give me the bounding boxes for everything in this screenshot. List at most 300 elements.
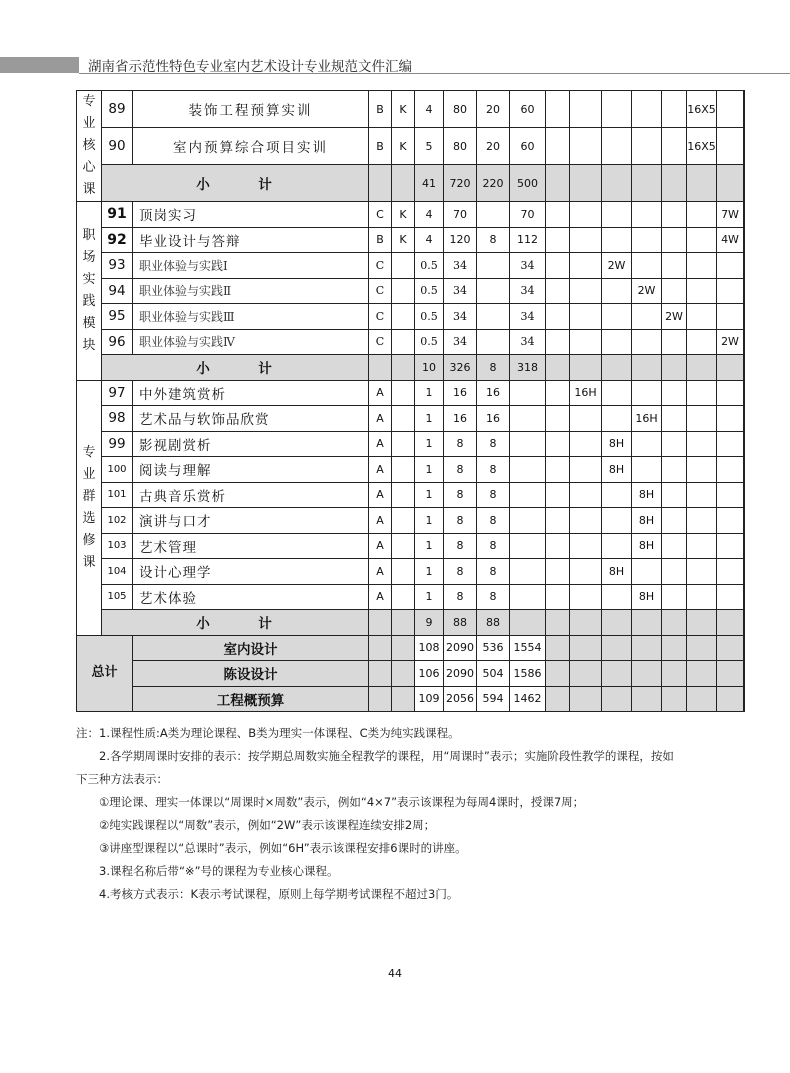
theory-hours: 8	[477, 431, 510, 457]
semester-s4	[662, 457, 687, 483]
semester-s4	[662, 380, 687, 406]
note-2-b: ②纯实践课程以“周数”表示，例如“2W”表示该课程连续安排2周；	[99, 818, 436, 832]
total-hours: 34	[444, 253, 477, 279]
theory-hours: 8	[477, 227, 510, 253]
semester-s5	[687, 431, 717, 457]
theory-hours: 8	[477, 559, 510, 585]
total-hours: 34	[444, 278, 477, 304]
blank-cell	[546, 278, 570, 304]
semester-s2	[602, 406, 632, 432]
semester-s2	[602, 91, 632, 128]
semester-s2	[602, 278, 632, 304]
semester-s6: 7W	[717, 202, 744, 228]
semester-s5	[687, 253, 717, 279]
credit: 1	[415, 482, 444, 508]
note-2-c: ③讲座型课程以“总课时”表示，例如“6H”表示该课程安排6课时的讲座。	[99, 841, 467, 855]
course-type: B	[369, 227, 392, 253]
total-credit: 106	[415, 661, 444, 687]
practice-hours	[510, 406, 546, 432]
blank-cell	[717, 610, 744, 636]
practice-hours	[510, 482, 546, 508]
total-hours: 120	[444, 227, 477, 253]
subtotal-theory: 220	[477, 165, 510, 202]
document-title: 湖南省示范性特色专业室内艺术设计专业规范文件汇编	[88, 59, 412, 75]
semester-s3: 8H	[632, 508, 662, 534]
semester-s5	[687, 584, 717, 610]
exam-type	[392, 457, 415, 483]
semester-s5	[687, 278, 717, 304]
credit: 1	[415, 584, 444, 610]
semester-s3	[632, 227, 662, 253]
course-number: 105	[102, 584, 133, 610]
semester-s5	[687, 533, 717, 559]
blank-cell	[662, 686, 687, 712]
theory-hours: 16	[477, 380, 510, 406]
blank-cell	[744, 227, 745, 253]
total-hours: 8	[444, 482, 477, 508]
blank-cell	[546, 559, 570, 585]
total-credit: 109	[415, 686, 444, 712]
practice-hours: 60	[510, 128, 546, 165]
blank-cell	[662, 661, 687, 687]
course-name: 艺术管理	[133, 533, 369, 559]
semester-s4	[662, 91, 687, 128]
total-theory: 536	[477, 635, 510, 661]
blank-cell	[744, 584, 745, 610]
exam-type	[392, 329, 415, 355]
blank-cell	[632, 355, 662, 381]
course-type: A	[369, 406, 392, 432]
course-name: 艺术品与软饰品欣赏	[133, 406, 369, 432]
course-name: 职业体验与实践Ⅳ	[133, 329, 369, 355]
table-row	[77, 253, 745, 279]
blank-cell	[546, 635, 570, 661]
blank-cell	[744, 635, 745, 661]
theory-hours	[477, 253, 510, 279]
course-number: 104	[102, 559, 133, 585]
blank-cell	[570, 635, 602, 661]
course-number: 103	[102, 533, 133, 559]
course-type: B	[369, 128, 392, 165]
course-type: A	[369, 457, 392, 483]
major-name: 陈设设计	[133, 661, 369, 687]
course-name: 影视剧赏析	[133, 431, 369, 457]
semester-s5	[687, 457, 717, 483]
practice-hours	[510, 380, 546, 406]
blank-cell	[662, 610, 687, 636]
semester-s5	[687, 304, 717, 330]
blank-cell	[546, 380, 570, 406]
blank-cell	[602, 661, 632, 687]
semester-s5	[687, 329, 717, 355]
total-hours: 8	[444, 584, 477, 610]
semester-s5	[687, 559, 717, 585]
blank-cell	[687, 686, 717, 712]
table-row	[77, 406, 745, 432]
semester-s4	[662, 202, 687, 228]
table-row	[77, 202, 745, 228]
course-name: 中外建筑赏析	[133, 380, 369, 406]
exam-type	[392, 559, 415, 585]
semester-s6: 2W	[717, 329, 744, 355]
practice-hours	[510, 431, 546, 457]
course-type: A	[369, 559, 392, 585]
course-type: A	[369, 482, 392, 508]
semester-s6	[717, 508, 744, 534]
blank-cell	[744, 329, 745, 355]
semester-s1	[570, 304, 602, 330]
course-name: 古典音乐赏析	[133, 482, 369, 508]
semester-s3: 8H	[632, 584, 662, 610]
semester-s3	[632, 329, 662, 355]
total-hours: 8	[444, 431, 477, 457]
blank-cell	[392, 635, 415, 661]
blank-cell	[570, 686, 602, 712]
credit: 1	[415, 431, 444, 457]
blank-cell	[570, 661, 602, 687]
blank-cell	[602, 635, 632, 661]
semester-s4	[662, 406, 687, 432]
theory-hours: 8	[477, 533, 510, 559]
blank-cell	[570, 165, 602, 202]
table-row	[77, 431, 745, 457]
semester-s1	[570, 457, 602, 483]
semester-s2	[602, 304, 632, 330]
total-hours: 2056	[444, 686, 477, 712]
blank-cell	[546, 304, 570, 330]
theory-hours: 8	[477, 508, 510, 534]
category-cell: 专业群选修课	[77, 380, 102, 635]
course-number: 90	[102, 128, 133, 165]
blank-cell	[744, 165, 745, 202]
course-number: 97	[102, 380, 133, 406]
semester-s1	[570, 128, 602, 165]
note-2-a: ①理论课、理实一体课以“周课时×周数”表示，例如“4×7”表示该课程为每周4课时，授课7周；	[99, 795, 585, 809]
course-number: 101	[102, 482, 133, 508]
semester-s6	[717, 91, 744, 128]
course-type: C	[369, 202, 392, 228]
semester-s3	[632, 91, 662, 128]
exam-type	[392, 304, 415, 330]
note-1: 注：1.课程性质:A类为理论课程、B类为理实一体课程、C类为纯实践课程。	[76, 726, 460, 740]
blank-cell	[369, 610, 392, 636]
subtotal-total: 720	[444, 165, 477, 202]
subtotal-theory: 88	[477, 610, 510, 636]
grand-total-row	[77, 661, 745, 687]
subtotal-credit: 10	[415, 355, 444, 381]
credit: 1	[415, 457, 444, 483]
blank-cell	[744, 610, 745, 636]
table-row	[77, 533, 745, 559]
blank-cell	[546, 227, 570, 253]
blank-cell	[392, 610, 415, 636]
semester-s5: 16X5	[687, 91, 717, 128]
blank-cell	[744, 202, 745, 228]
semester-s5	[687, 227, 717, 253]
practice-hours: 60	[510, 91, 546, 128]
total-hours: 34	[444, 304, 477, 330]
blank-cell	[744, 431, 745, 457]
course-number: 92	[102, 227, 133, 253]
theory-hours: 20	[477, 128, 510, 165]
semester-s2	[602, 380, 632, 406]
semester-s4	[662, 329, 687, 355]
semester-s6	[717, 128, 744, 165]
course-type: A	[369, 584, 392, 610]
blank-cell	[369, 355, 392, 381]
blank-cell	[602, 165, 632, 202]
blank-cell	[662, 355, 687, 381]
semester-s1	[570, 202, 602, 228]
blank-cell	[546, 431, 570, 457]
blank-cell	[392, 686, 415, 712]
blank-cell	[744, 355, 745, 381]
blank-cell	[546, 406, 570, 432]
semester-s2	[602, 202, 632, 228]
exam-type: K	[392, 91, 415, 128]
blank-cell	[632, 635, 662, 661]
table-row	[77, 508, 745, 534]
note-3: 3.课程名称后带“※”号的课程为专业核心课程。	[99, 864, 339, 878]
table-row	[77, 278, 745, 304]
credit: 0.5	[415, 253, 444, 279]
semester-s2: 8H	[602, 457, 632, 483]
table-row	[77, 227, 745, 253]
course-number: 98	[102, 406, 133, 432]
credit: 1	[415, 508, 444, 534]
semester-s1	[570, 91, 602, 128]
course-type: C	[369, 253, 392, 279]
course-type: C	[369, 304, 392, 330]
theory-hours	[477, 329, 510, 355]
theory-hours: 8	[477, 584, 510, 610]
table-row	[77, 457, 745, 483]
blank-cell	[546, 253, 570, 279]
semester-s1	[570, 533, 602, 559]
semester-s4	[662, 533, 687, 559]
subtotal-row	[77, 355, 745, 381]
semester-s1	[570, 227, 602, 253]
blank-cell	[546, 686, 570, 712]
exam-type	[392, 584, 415, 610]
blank-cell	[546, 165, 570, 202]
blank-cell	[602, 686, 632, 712]
course-name: 设计心理学	[133, 559, 369, 585]
semester-s4	[662, 227, 687, 253]
course-name: 毕业设计与答辩	[133, 227, 369, 253]
course-name: 职业体验与实践Ⅱ	[133, 278, 369, 304]
semester-s3	[632, 128, 662, 165]
blank-cell	[369, 661, 392, 687]
semester-s5	[687, 508, 717, 534]
semester-s1	[570, 584, 602, 610]
semester-s2	[602, 329, 632, 355]
semester-s2: 2W	[602, 253, 632, 279]
practice-hours	[510, 508, 546, 534]
semester-s6	[717, 559, 744, 585]
blank-cell	[717, 165, 744, 202]
credit: 1	[415, 380, 444, 406]
course-type: B	[369, 91, 392, 128]
exam-type	[392, 253, 415, 279]
total-credit: 108	[415, 635, 444, 661]
semester-s1	[570, 278, 602, 304]
semester-s6	[717, 253, 744, 279]
blank-cell	[546, 610, 570, 636]
credit: 5	[415, 128, 444, 165]
grand-total-label: 总计	[77, 635, 133, 712]
note-2: 2.各学期周课时安排的表示：按学期总周数实施全程教学的课程，用“周课时”表示；实施阶段性教学的课程，按如	[99, 749, 674, 763]
blank-cell	[744, 533, 745, 559]
credit: 0.5	[415, 304, 444, 330]
practice-hours: 34	[510, 278, 546, 304]
blank-cell	[744, 661, 745, 687]
semester-s5	[687, 406, 717, 432]
course-number: 102	[102, 508, 133, 534]
table-row	[77, 380, 745, 406]
category-cell: 专业核心课	[77, 91, 102, 202]
semester-s6	[717, 380, 744, 406]
table-row	[77, 329, 745, 355]
header-bar	[0, 57, 79, 73]
credit: 0.5	[415, 329, 444, 355]
course-type: A	[369, 533, 392, 559]
blank-cell	[546, 91, 570, 128]
practice-hours	[510, 584, 546, 610]
semester-s3	[632, 253, 662, 279]
total-hours: 80	[444, 91, 477, 128]
subtotal-practice: 318	[510, 355, 546, 381]
semester-s1	[570, 406, 602, 432]
course-number: 89	[102, 91, 133, 128]
semester-s2	[602, 482, 632, 508]
semester-s4	[662, 559, 687, 585]
subtotal-credit: 9	[415, 610, 444, 636]
course-type: C	[369, 278, 392, 304]
practice-hours	[510, 559, 546, 585]
semester-s2: 8H	[602, 431, 632, 457]
credit: 0.5	[415, 278, 444, 304]
exam-type	[392, 431, 415, 457]
practice-hours: 112	[510, 227, 546, 253]
semester-s4	[662, 128, 687, 165]
semester-s3	[632, 457, 662, 483]
credit: 1	[415, 406, 444, 432]
total-hours: 34	[444, 329, 477, 355]
theory-hours: 20	[477, 91, 510, 128]
exam-type	[392, 406, 415, 432]
semester-s3: 8H	[632, 482, 662, 508]
total-hours: 16	[444, 406, 477, 432]
theory-hours	[477, 278, 510, 304]
total-hours: 8	[444, 559, 477, 585]
course-plan-table	[76, 90, 745, 712]
note-4: 4.考核方式表示：K表示考试课程，原则上每学期考试课程不超过3门。	[99, 887, 459, 901]
subtotal-row	[77, 165, 745, 202]
blank-cell	[546, 329, 570, 355]
total-practice: 1586	[510, 661, 546, 687]
semester-s5	[687, 202, 717, 228]
semester-s3: 2W	[632, 278, 662, 304]
course-name: 顶岗实习	[133, 202, 369, 228]
semester-s4	[662, 508, 687, 534]
blank-cell	[632, 165, 662, 202]
practice-hours	[510, 457, 546, 483]
course-number: 95	[102, 304, 133, 330]
blank-cell	[546, 128, 570, 165]
total-hours: 8	[444, 508, 477, 534]
major-name: 工程概预算	[133, 686, 369, 712]
course-name: 演讲与口才	[133, 508, 369, 534]
semester-s2	[602, 508, 632, 534]
semester-s3	[632, 559, 662, 585]
credit: 4	[415, 202, 444, 228]
course-number: 99	[102, 431, 133, 457]
table-row	[77, 91, 745, 128]
blank-cell	[392, 661, 415, 687]
total-practice: 1554	[510, 635, 546, 661]
blank-cell	[602, 355, 632, 381]
blank-cell	[687, 355, 717, 381]
semester-s1: 16H	[570, 380, 602, 406]
table-row	[77, 559, 745, 585]
blank-cell	[546, 661, 570, 687]
semester-s3: 8H	[632, 533, 662, 559]
blank-cell	[369, 686, 392, 712]
credit: 4	[415, 91, 444, 128]
semester-s6	[717, 304, 744, 330]
course-type: C	[369, 329, 392, 355]
subtotal-label: 小 计	[102, 165, 369, 202]
exam-type: K	[392, 227, 415, 253]
semester-s4	[662, 431, 687, 457]
blank-cell	[744, 128, 745, 165]
exam-type	[392, 533, 415, 559]
exam-type	[392, 482, 415, 508]
blank-cell	[744, 508, 745, 534]
blank-cell	[744, 304, 745, 330]
theory-hours: 8	[477, 457, 510, 483]
subtotal-label: 小 计	[102, 355, 369, 381]
blank-cell	[687, 635, 717, 661]
theory-hours: 16	[477, 406, 510, 432]
total-practice: 1462	[510, 686, 546, 712]
semester-s2: 8H	[602, 559, 632, 585]
practice-hours: 70	[510, 202, 546, 228]
blank-cell	[546, 482, 570, 508]
course-name: 职业体验与实践Ⅰ	[133, 253, 369, 279]
exam-type	[392, 508, 415, 534]
major-name: 室内设计	[133, 635, 369, 661]
blank-cell	[570, 610, 602, 636]
subtotal-total: 326	[444, 355, 477, 381]
semester-s2	[602, 128, 632, 165]
note-2-cont: 下三种方法表示：	[76, 772, 168, 786]
blank-cell	[632, 661, 662, 687]
course-type: A	[369, 380, 392, 406]
total-hours: 8	[444, 457, 477, 483]
semester-s3	[632, 202, 662, 228]
blank-cell	[546, 202, 570, 228]
exam-type	[392, 380, 415, 406]
semester-s6	[717, 584, 744, 610]
blank-cell	[744, 406, 745, 432]
theory-hours	[477, 304, 510, 330]
semester-s1	[570, 508, 602, 534]
semester-s4	[662, 253, 687, 279]
practice-hours: 34	[510, 304, 546, 330]
course-number: 91	[102, 202, 133, 228]
